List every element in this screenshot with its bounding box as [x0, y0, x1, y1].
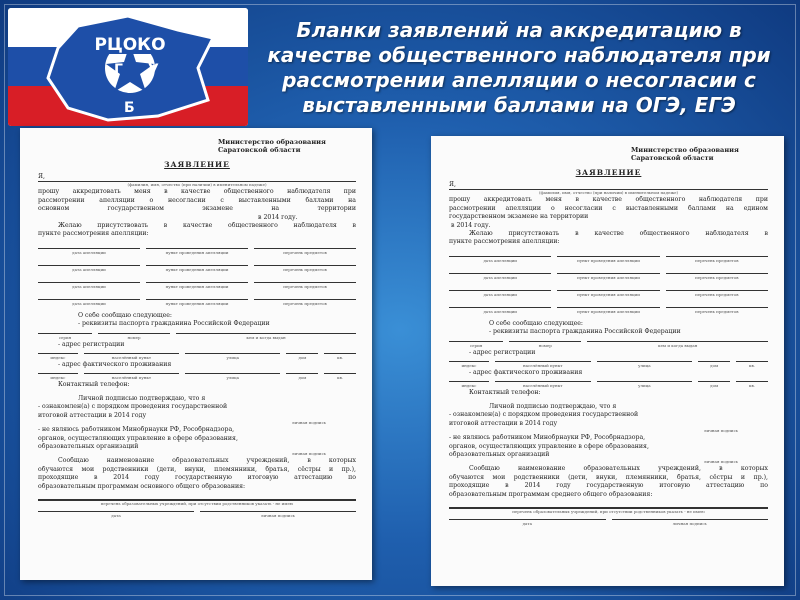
wish-line-1: Желаю присутствовать в качестве общественного наблюдателя в [469, 230, 768, 238]
appeal-subjects-cell: перечень предметов [666, 256, 768, 264]
addr-street-cell: улица [597, 381, 693, 389]
slide-title: Бланки заявлений на аккредитацию в качестве общественного наблюдателя при рассмотрении апелляции о несогласии с выставленными баллами на ОГЭ, ЕГЭ [267, 18, 771, 117]
confirm-line: Личной подписью подтверждаю, что я [78, 394, 206, 402]
appeal-point-cell: пункт проведения апелляции [557, 273, 659, 281]
appeal-row [38, 299, 356, 307]
report-line-1: Сообщаю наименование образовательных учреждений, в которых [469, 465, 768, 473]
orgs-blank [38, 491, 356, 500]
addr-index-cell: индекс [449, 361, 489, 369]
orgs-blank [449, 499, 768, 508]
fio-caption: (фамилия, имя, отчество (при наличии) в именительном падеже) [38, 181, 356, 188]
acquainted-line-2: итоговой аттестации в 2014 году [449, 419, 558, 427]
not-employee-line-1: - не являюсь работником Минобрнауки РФ, Рособрнадзора, [38, 426, 235, 434]
appeal-row [449, 290, 768, 298]
report-line-4: образовательным программам среднего общего образования: [449, 490, 653, 498]
about-line: О себе сообщаю следующее: [489, 319, 584, 327]
report-line-1: Сообщаю наименование образовательных учреждений, в которых [58, 457, 356, 465]
addr-flat-cell: кв. [324, 373, 356, 381]
ya-line [38, 173, 356, 181]
orgs-caption: перечень образовательных учреждений, при отсутствии родственников указать - не имею [449, 508, 768, 515]
addr-street-cell: улица [597, 361, 693, 369]
about-line: О себе сообщаю следующее: [78, 311, 173, 319]
appeal-subjects-cell: перечень предметов [254, 299, 356, 307]
ministry-line-2: Саратовской области [631, 154, 714, 162]
appeal-row [38, 282, 356, 290]
sign-cell: личная подпись [612, 519, 769, 527]
not-employee-line-2: органов, осуществляющих управление в сфере образования, [38, 434, 238, 442]
addr-city-cell: населённый пункт [495, 381, 591, 389]
rcoko-logo [8, 8, 248, 126]
not-employee-line-3: образовательных организаций [38, 442, 139, 450]
wish-line-2: пункте рассмотрения апелляции: [38, 230, 149, 238]
addr-house-cell: дом [286, 353, 318, 361]
appeal-date-cell: дата апелляции [38, 265, 140, 273]
appeal-point-cell: пункт проведения апелляции [557, 290, 659, 298]
passport-row [38, 333, 356, 341]
logo-letter-b: Б [124, 100, 135, 116]
ya-label: Я, [449, 181, 456, 188]
application-form-oge [20, 128, 372, 580]
request-line-1: прошу аккредитовать меня в качестве общественного наблюдателя при [38, 188, 356, 196]
year-line: в 2014 году. [258, 213, 298, 221]
passport-series-cell: серия [449, 341, 503, 349]
title-box [246, 10, 792, 126]
addr-house-cell: дом [286, 373, 318, 381]
ministry-line-1: Министерство образования [631, 146, 739, 154]
passport-series-cell: серия [38, 333, 92, 341]
application-form-ege [431, 136, 784, 586]
appeal-subjects-cell: перечень предметов [254, 248, 356, 256]
appeal-subjects-cell: перечень предметов [666, 273, 768, 281]
signature-caption: личная подпись [292, 451, 326, 457]
not-employee-line-2: органов, осуществляющих управление в сфере образования, [449, 442, 649, 450]
appeal-date-cell: дата апелляции [449, 307, 551, 315]
logo-graphic [8, 8, 248, 126]
ya-label: Я, [38, 173, 45, 180]
addr-flat-cell: кв. [736, 381, 768, 389]
appeal-point-cell: пункт проведения апелляции [146, 299, 248, 307]
request-line-2: рассмотрении апелляции о несогласии с выставленными баллами на [38, 196, 356, 204]
signature-caption: личная подпись [292, 420, 326, 426]
date-cell: дата [38, 511, 194, 519]
appeal-point-cell: пункт проведения апелляции [146, 282, 248, 290]
ya-line [449, 181, 768, 189]
addr-index-cell: индекс [38, 353, 78, 361]
reg-address-row [449, 361, 768, 369]
reg-address-row [38, 353, 356, 361]
wish-line-1: Желаю присутствовать в качестве общественного наблюдателя в [58, 222, 356, 230]
reg-line: - адрес регистрации [58, 340, 125, 348]
not-employee-line-1: - не являюсь работником Минобрнауки РФ, Рособрнадзора, [449, 434, 646, 442]
report-line-3: проходящие в 2014 году государственную итоговую аттестацию по [449, 482, 768, 490]
passport-number-cell: номер [509, 341, 581, 349]
request-line-3: государственном экзамене на территории [449, 213, 589, 221]
appeal-subjects-cell: перечень предметов [254, 265, 356, 273]
not-employee-line-3: образовательных организаций [449, 450, 550, 458]
addr-street-cell: улица [185, 373, 280, 381]
year-line: в 2014 году. [451, 221, 491, 229]
request-line-2: рассмотрении апелляции о несогласии с выставленными баллами на едином [449, 204, 768, 212]
appeal-date-cell: дата апелляции [38, 282, 140, 290]
addr-index-cell: индекс [38, 373, 78, 381]
acquainted-line-1: - ознакомлен(а) с порядком проведения государственной [449, 411, 639, 419]
form-heading: ЗАЯВЛЕНИЕ [575, 168, 642, 177]
addr-index-cell: индекс [449, 381, 489, 389]
appeal-point-cell: пункт проведения апелляции [146, 265, 248, 273]
passport-line: - реквизиты паспорта гражданина Российской Федерации [78, 320, 270, 328]
appeal-subjects-cell: перечень предметов [254, 282, 356, 290]
form-heading: ЗАЯВЛЕНИЕ [164, 160, 230, 169]
date-cell: дата [449, 519, 606, 527]
fio-caption: (фамилия, имя, отчество (при наличии) в именительном падеже) [449, 189, 768, 196]
passport-row [449, 341, 768, 349]
passport-line: - реквизиты паспорта гражданина Российской Федерации [489, 328, 681, 336]
actual-address-row [38, 373, 356, 381]
addr-house-cell: дом [698, 361, 730, 369]
wish-line-2: пункте рассмотрения апелляции: [449, 238, 560, 246]
appeal-point-cell: пункт проведения апелляции [146, 248, 248, 256]
acquainted-line-1: - ознакомлен(а) с порядком проведения государственной [38, 403, 228, 411]
actual-address-row [449, 381, 768, 389]
signature-caption: личная подпись [704, 459, 738, 465]
addr-street-cell: улица [185, 353, 280, 361]
signature-caption: личная подпись [704, 428, 738, 434]
report-line-2: обучаются мои родственники (дети, внуки, племянники, братья, сёстры и пр.), [38, 465, 356, 473]
ministry-line-2: Саратовской области [218, 146, 301, 154]
addr-city-cell: населённый пункт [84, 373, 179, 381]
appeal-row [449, 307, 768, 315]
addr-city-cell: населённый пункт [495, 361, 591, 369]
logo-letter-u: У [148, 62, 159, 78]
request-line-1: прошу аккредитовать меня в качестве общественного наблюдателя при [449, 196, 768, 204]
appeal-subjects-cell: перечень предметов [666, 290, 768, 298]
appeal-point-cell: пункт проведения апелляции [557, 307, 659, 315]
confirm-line: Личной подписью подтверждаю, что я [489, 402, 617, 410]
appeal-date-cell: дата апелляции [449, 256, 551, 264]
reg-line: - адрес регистрации [469, 348, 536, 356]
addr-house-cell: дом [698, 381, 730, 389]
addr-flat-cell: кв. [324, 353, 356, 361]
date-sign-row [38, 511, 356, 519]
logo-letter-g: Г [114, 62, 123, 78]
appeal-date-cell: дата апелляции [449, 273, 551, 281]
report-line-2: обучаются мои родственники (дети, внуки, племянники, братья, сёстры и пр.), [449, 473, 768, 481]
appeal-subjects-cell: перечень предметов [666, 307, 768, 315]
actual-line: - адрес фактического проживания [469, 369, 583, 377]
actual-line: - адрес фактического проживания [58, 361, 172, 369]
phone-line: Контактный телефон: [58, 381, 130, 389]
orgs-caption: перечень образовательных учреждений, при отсутствии родственников указать - не имею [38, 500, 356, 507]
appeal-date-cell: дата апелляции [38, 248, 140, 256]
passport-number-cell: номер [98, 333, 170, 341]
appeal-row [449, 273, 768, 281]
addr-flat-cell: кв. [736, 361, 768, 369]
appeal-row [38, 248, 356, 256]
appeal-point-cell: пункт проведения апелляции [557, 256, 659, 264]
appeal-row [38, 265, 356, 273]
addr-city-cell: населённый пункт [84, 353, 179, 361]
report-line-4: образовательным программам основного общего образования: [38, 482, 246, 490]
report-line-3: проходящие в 2014 году государственную итоговую аттестацию по [38, 474, 356, 482]
phone-line: Контактный телефон: [469, 389, 541, 397]
passport-issued-cell: кем и когда выдан [176, 333, 356, 341]
request-line-3: основном государственном экзамене на территории [38, 205, 356, 213]
passport-issued-cell: кем и когда выдан [587, 341, 768, 349]
sign-cell: личная подпись [200, 511, 356, 519]
date-sign-row [449, 519, 768, 527]
appeal-date-cell: дата апелляции [38, 299, 140, 307]
acquainted-line-2: итоговой аттестации в 2014 году [38, 411, 147, 419]
logo-name: РЦОКО [94, 35, 166, 55]
appeal-date-cell: дата апелляции [449, 290, 551, 298]
appeal-row [449, 256, 768, 264]
ministry-line-1: Министерство образования [218, 138, 326, 146]
